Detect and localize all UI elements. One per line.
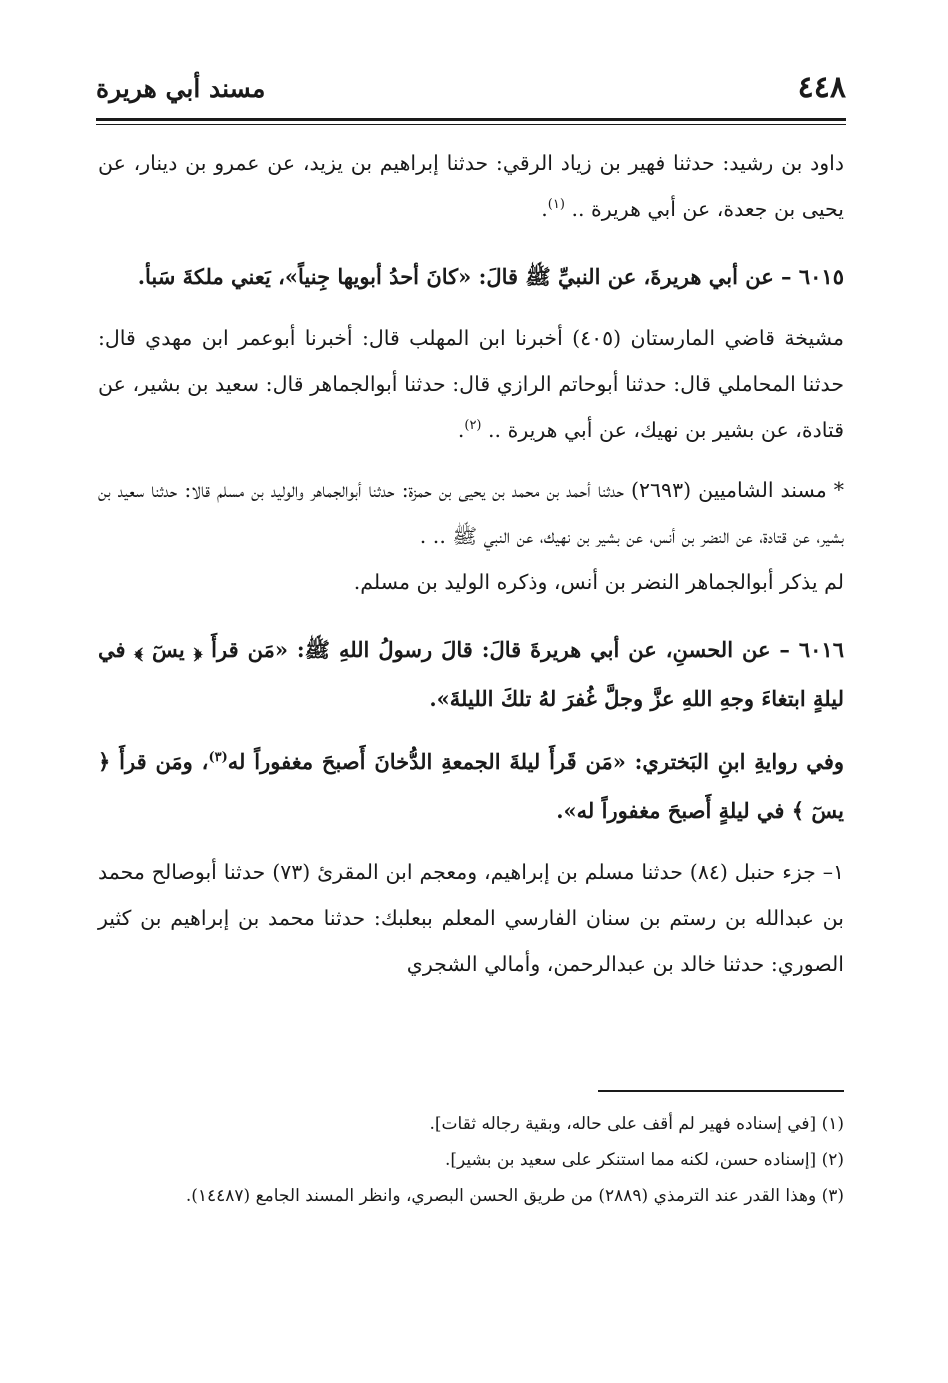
hadith-6015: ٦٠١٥ – عن أبي هريرةَ، عن النبيِّ ﷺ قالَ: «كانَ أحدُ أبويها جِنياً»، يَعني ملكةَ سَبأ. xyxy=(137,264,844,289)
footnote-2: (٢) [إسناده حسن، لكنه مما استنكر على سعيد بن بشير]. xyxy=(444,1150,844,1170)
paragraph-sources: ١– جزء حنبل (٨٤) حدثنا مسلم بن إبراهيم، ومعجم ابن المقرئ (٧٣) حدثنا أبوصالح محمد بن عبدالله بن رستم بن سنان الفارسي المعلم ببعلبك: حدثنا محمد بن إبراهيم بن كثير الصوري: حدثنا خالد بن عبدالرحمن، وأمالي الشجري xyxy=(98,860,844,976)
paragraph-chain-2 xyxy=(98,315,844,453)
paragraph-narration xyxy=(98,737,844,835)
footnote-ref-1[interactable]: (١) xyxy=(547,197,565,213)
paragraph-chain-1 xyxy=(98,140,844,232)
main-text xyxy=(98,140,844,987)
footnote-3: (٣) وهذا القدر عند الترمذي (٢٨٨٩) من طريق الحسن البصري، وانظر المسند الجامع (١٤٤٨٧). xyxy=(185,1186,844,1206)
footnote-ref-2[interactable]: (٢) xyxy=(464,418,482,434)
paragraph-text: مشيخة قاضي المارستان (٤٠٥) أخبرنا ابن المهلب قال: أخبرنا أبوعمر ابن مهدي قال: حدثنا المحاملي قال: حدثنا أبوحاتم الرازي قال: حدثنا أبوالجماهر قال: سعيد بن بشير، عن قتادة، عن بشير بن نهيك، عن أبي هريرة .. xyxy=(98,326,844,442)
footnote-1: (١) [في إسناده فهير لم أقف على حاله، وبقية رجاله ثقات]. xyxy=(429,1114,844,1134)
page-number: ٤٤٨ xyxy=(797,70,846,105)
hadith-6016: ٦٠١٦ – عن الحسنِ، عن أبي هريرةَ قالَ: قالَ رسولُ اللهِ ﷺ: «مَن قرأَ ﴿ يسٓ ﴾ في ليلةٍ ابتغاءَ وجهِ اللهِ عزَّ وجلَّ غُفرَ لهُ تلكَ الليلةَ». xyxy=(98,637,844,711)
page-header xyxy=(96,66,846,118)
paragraph-note: لم يذكر أبوالجماهر النضر بن أنس، وذكره الوليد بن مسلم. xyxy=(353,570,844,594)
paragraph-end: . xyxy=(457,418,465,442)
footnote-divider xyxy=(598,1090,844,1092)
footnote-ref-3[interactable]: (٣) xyxy=(208,750,228,765)
paragraph-text-cont: ، ومَن قرأَ ﴿ يسٓ ﴾ في ليلةٍ أَصبحَ مغفوراً له». xyxy=(98,749,844,823)
running-title: مسند أبي هريرة xyxy=(96,74,266,103)
footnotes xyxy=(98,1106,844,1214)
paragraph-chain-3: * مسند الشاميين (٢٦٩٣) حدثنا أحمد بن محمد بن يحيى بن حمزة: حدثنا أبوالجماهر والوليد بن مسلم قالا: حدثنا سعيد بن بشير، عن قتادة، عن النضر بن أنس، عن بشير بن نهيك، عن النبي ﷺ .. . xyxy=(98,478,845,548)
header-rule xyxy=(96,118,846,121)
header-rule-thin xyxy=(96,124,846,125)
paragraph-text: داود بن رشيد: حدثنا فهير بن زياد الرقي: حدثنا إبراهيم بن يزيد، عن عمرو بن دينار، عن يحيى بن جعدة، عن أبي هريرة .. xyxy=(98,151,844,221)
paragraph-end: . xyxy=(541,197,548,221)
paragraph-text: وفي روايةِ ابنِ البَختري: «مَن قَرأَ ليلةَ الجمعةِ الدُّخانَ أَصبحَ مغفوراً له xyxy=(227,749,844,774)
